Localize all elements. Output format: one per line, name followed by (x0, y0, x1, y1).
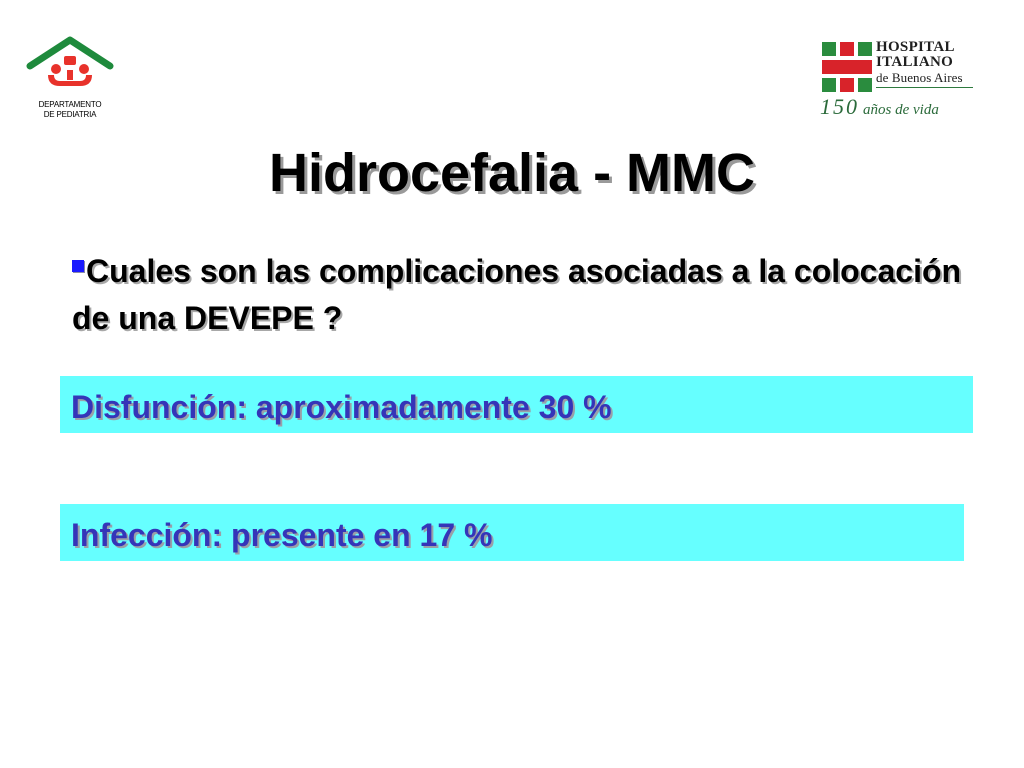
hospital-anniversary (820, 94, 990, 120)
hospital-logo (818, 40, 988, 120)
department-caption-line2: DE PEDIATRIA (43, 110, 97, 119)
highlight-box-dysfunction (60, 376, 973, 433)
hospital-name-line2: ITALIANO (876, 54, 954, 70)
anniversary-text: años de vida (863, 102, 939, 118)
highlight-box-text: Disfunción: aproximadamente 30 % (71, 389, 612, 425)
department-caption (24, 100, 116, 120)
bullet-square-icon (72, 260, 84, 272)
department-logo (24, 34, 116, 120)
hospital-divider (876, 87, 973, 88)
hospital-cross-icon (822, 42, 872, 92)
anniversary-number: 150 (820, 94, 859, 119)
highlight-box-infection (60, 504, 964, 561)
hospital-name-line3: de Buenos Aires (876, 70, 963, 85)
bullet-point (72, 248, 972, 342)
highlight-box-text: Infección: presente en 17 % (71, 517, 493, 553)
hospital-name-line1: HOSPITAL (876, 39, 955, 55)
hospital-name (876, 40, 963, 85)
department-caption-line1: DEPARTAMENTO (38, 100, 102, 109)
bullet-text: Cuales son las complicaciones asociadas a la colocación de una DEVEPE ? (72, 253, 962, 336)
slide-title: Hidrocefalia - MMC (268, 143, 756, 203)
house-pediatrics-icon (26, 34, 114, 96)
